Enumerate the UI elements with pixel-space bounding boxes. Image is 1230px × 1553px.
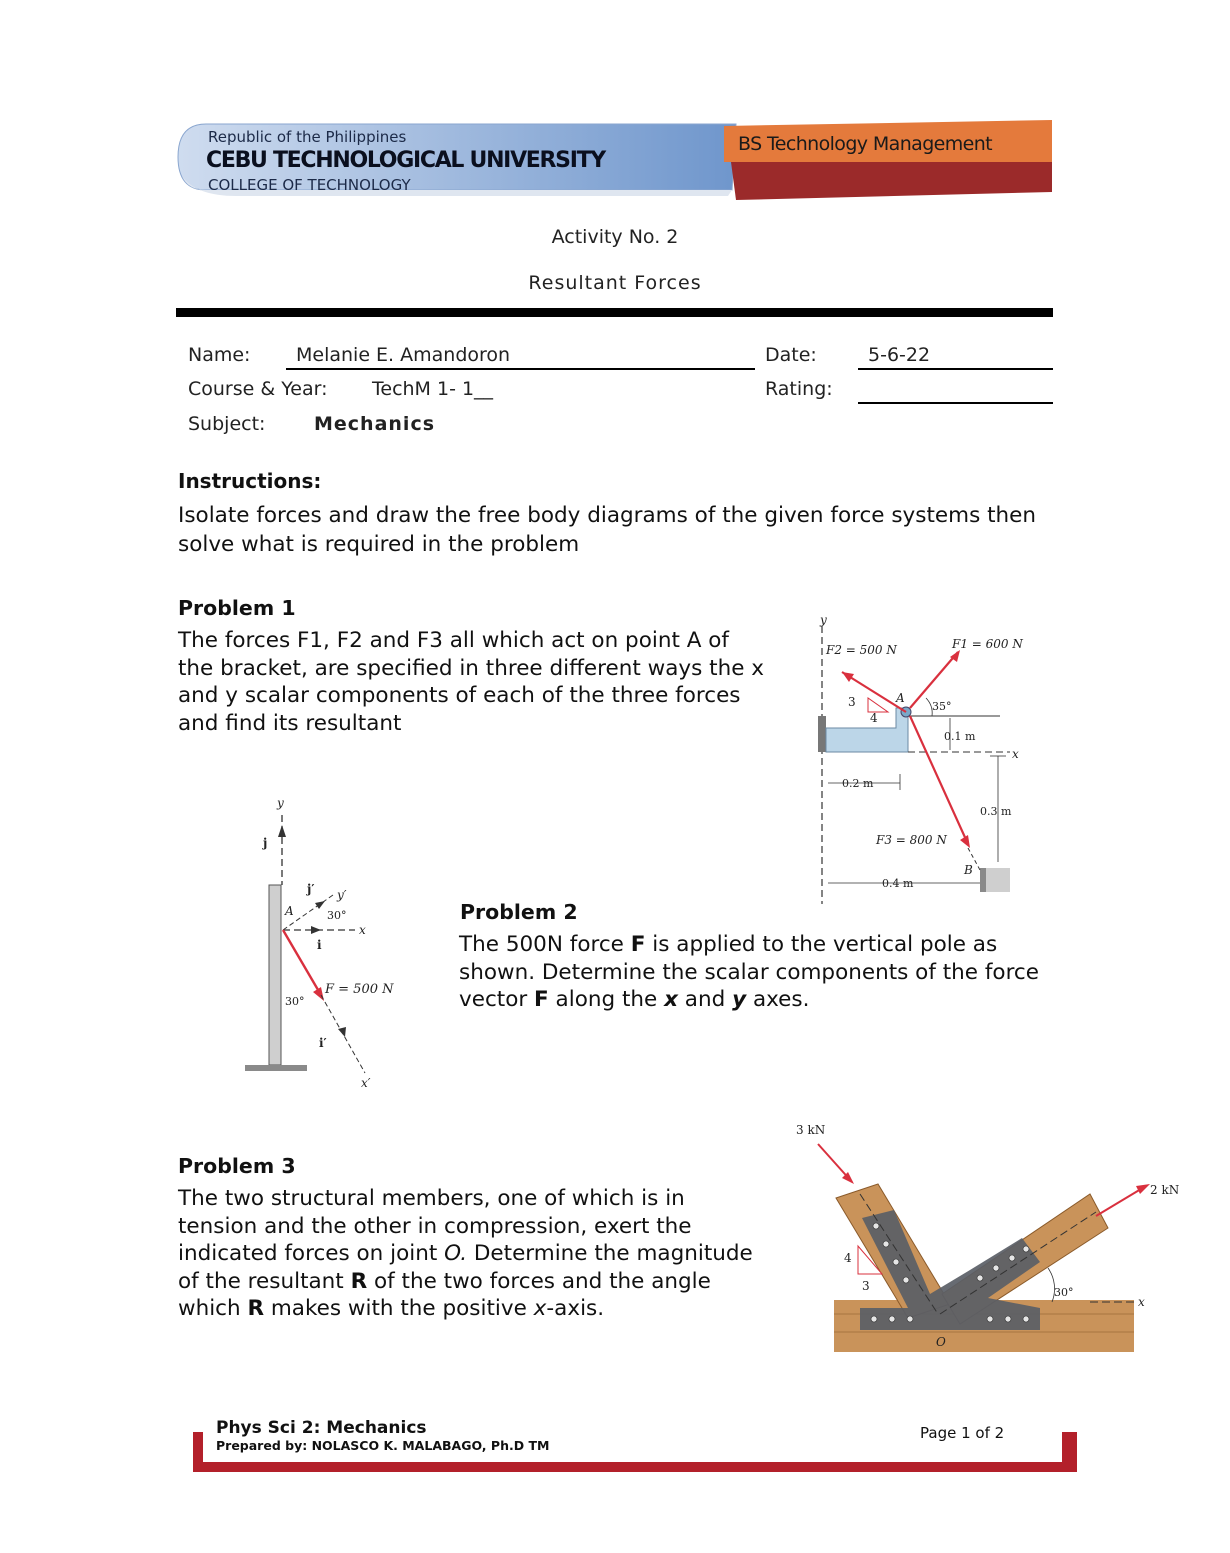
fig1-dim-03: 0.3 m (980, 805, 1012, 818)
problem-2-heading: Problem 2 (460, 900, 578, 924)
rating-label: Rating: (765, 378, 833, 400)
subject-label: Subject: (188, 413, 266, 435)
fig2-ip-label: i′ (319, 1036, 327, 1050)
fig3-angle: 30° (1054, 1286, 1074, 1299)
fig1-f2-label: F2 = 500 N (826, 643, 897, 657)
college-name: COLLEGE OF TECHNOLOGY (208, 176, 411, 194)
problem-3-heading: Problem 3 (178, 1154, 296, 1178)
fig2-angle-2: 30° (285, 995, 305, 1008)
fig1-angle: 35° (932, 700, 952, 713)
problem-1-figure (800, 612, 1030, 907)
program-name: BS Technology Management (738, 133, 993, 155)
problem-3-text: The two structural members, one of which is in tension and the other in compression, exert the indicated forces on joint O. Determine the magnitude of the resultant R of the two forces and the angle which R makes with the positive x-axis. (178, 1186, 753, 1321)
footer-page-number: Page 1 of 2 (920, 1424, 1005, 1442)
date-underline (858, 368, 1053, 370)
republic-text: Republic of the Philippines (208, 128, 407, 146)
activity-number: Activity No. 2 (551, 226, 679, 248)
fig1-dim-01: 0.1 m (944, 730, 976, 743)
fig1-x-label: x (1012, 747, 1019, 761)
fig1-f1-label: F1 = 600 N (952, 637, 1023, 651)
fig2-force-label: F = 500 N (325, 982, 394, 997)
fig2-point-a: A (285, 904, 294, 918)
problem-3-figure (790, 1118, 1180, 1358)
fig2-x-label: x (359, 923, 366, 937)
activity-title: Resultant Forces (528, 272, 702, 294)
fig3-point-o: O (936, 1335, 946, 1349)
fig2-j-label: j (263, 836, 268, 850)
fig2-angle-1: 30° (327, 909, 347, 922)
fig3-force-2kn: 2 kN (1150, 1183, 1180, 1197)
course-value: TechM 1- 1__ (372, 378, 494, 400)
name-label: Name: (188, 344, 251, 366)
footer-subject: Phys Sci 2: Mechanics (216, 1418, 427, 1438)
problem-2-figure (245, 795, 415, 1095)
rating-underline (858, 402, 1053, 404)
fig1-ratio-3: 3 (848, 695, 856, 709)
footer-right-bar (1062, 1432, 1077, 1472)
fig2-xp-label: x′ (361, 1076, 371, 1090)
university-name: CEBU TECHNOLOGICAL UNIVERSITY (206, 148, 605, 173)
fig1-ratio-4: 4 (870, 711, 878, 725)
fig3-x-label: x (1138, 1295, 1145, 1309)
fig1-point-a: A (896, 691, 905, 705)
fig2-y-label: y (277, 796, 284, 810)
fig2-jp-label: j′ (307, 882, 315, 896)
problem-1-text: The forces F1, F2 and F3 all which act on point A of the bracket, are specified in three different ways the x and y scalar components of each of the three forces and find its resultant (178, 628, 764, 736)
name-underline (286, 368, 755, 370)
date-value: 5-6-22 (868, 344, 931, 366)
problem-2-text: The 500N force F is applied to the vertical pole as shown. Determine the scalar components of the force vector F along the x and y axes. (459, 932, 1039, 1012)
course-label: Course & Year: (188, 378, 328, 400)
name-value: Melanie E. Amandoron (296, 344, 511, 366)
instructions-text: Isolate forces and draw the free body diagrams of the given force systems then solve what is required in the problem (178, 503, 1037, 557)
title-divider (176, 308, 1053, 317)
instructions-heading: Instructions: (178, 469, 322, 493)
fig1-dim-04: 0.4 m (882, 877, 914, 890)
fig3-force-3kn: 3 kN (796, 1123, 826, 1137)
fig2-yp-label: y′ (337, 888, 347, 902)
fig3-ratio-4: 4 (844, 1251, 852, 1265)
problem-1-heading: Problem 1 (178, 596, 296, 620)
fig1-f3-label: F3 = 800 N (876, 833, 947, 847)
fig1-y-label: y (820, 613, 827, 627)
footer-bottom-bar (193, 1462, 1077, 1472)
fig1-point-b: B (964, 863, 973, 877)
fig2-i-label: i (317, 938, 322, 952)
fig1-dim-02: 0.2 m (842, 777, 874, 790)
subject-value: Mechanics (314, 413, 436, 435)
footer-prepared-by: Prepared by: NOLASCO K. MALABAGO, Ph.D TM (216, 1438, 550, 1453)
fig3-ratio-3: 3 (862, 1279, 870, 1293)
date-label: Date: (765, 344, 817, 366)
